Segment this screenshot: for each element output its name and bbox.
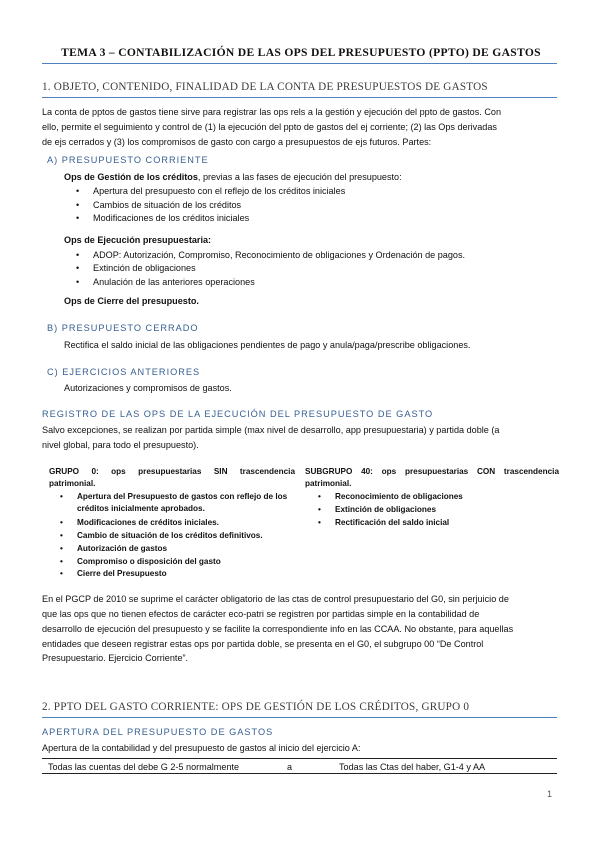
gestion-rest: , previas a las fases de ejecución del presupuesto: — [197, 172, 402, 182]
intro-line-2: ello, permite el seguimiento y control de (1) la ejecución del ppto de gastos del ej corriente; (2) las Ops derivadas — [42, 122, 497, 132]
bullet-icon: • — [76, 250, 80, 260]
subgrupo40-item-text: Reconocimiento de obligaciones — [335, 492, 463, 501]
gestion-label: Ops de Gestión de los créditos — [64, 172, 198, 182]
subgrupo40-heading-line: patrimonial. — [305, 478, 352, 488]
bullet-icon: • — [60, 557, 63, 566]
list-item-text: Cambios de situación de los créditos — [93, 200, 242, 210]
list-item-text: Modificaciones de los créditos iniciales — [93, 213, 250, 223]
subsection-b-heading: B) PRESUPUESTO CERRADO — [47, 323, 199, 333]
section-2-heading: 2. PPTO DEL GASTO CORRIENTE: OPS DE GESTIÓN DE LOS CRÉDITOS, GRUPO 0 — [42, 701, 470, 713]
intro-line-3: de ejs cerrados y (3) los compromisos de gasto con cargo a presupuestos de ejs futuros. Partes: — [42, 137, 432, 147]
subsection-c-heading: C) EJERCICIOS ANTERIORES — [47, 367, 201, 377]
bullet-icon: • — [60, 569, 63, 578]
section-2-divider — [42, 717, 557, 718]
pgcp-line-2: que las ops que no tienen efectos de carácter eco-patri se registren por partidas simple en la contabilidad de — [42, 609, 480, 619]
bullet-icon: • — [60, 544, 63, 553]
bullet-icon: • — [60, 531, 63, 540]
list-item-text: ADOP: Autorización, Compromiso, Reconocimiento de obligaciones y Ordenación de pagos. — [93, 250, 466, 260]
page-number: 1 — [547, 789, 553, 799]
grupo0-item-text: Compromiso o disposición del gasto — [77, 557, 221, 566]
list-item-text: Apertura del presupuesto con el reflejo de los créditos iniciales — [93, 186, 346, 196]
entry-separator: a — [287, 762, 293, 772]
bullet-icon: • — [60, 492, 63, 501]
pgcp-line-3: desarrollo de ejecución del presupuesto y se facilite la correspondiente info en las CCAA. No obstante, para aquellas — [42, 624, 514, 634]
list-item-text: Anulación de las anteriores operaciones — [93, 277, 255, 287]
bullet-icon: • — [76, 263, 80, 273]
bullet-icon: • — [76, 200, 80, 210]
bullet-icon: • — [76, 186, 80, 196]
grupo0-heading-line: GRUPO 0: ops presupuestarias SIN trascendencia — [49, 467, 295, 476]
grupo0-item-text: créditos inicialmente aprobados. — [77, 504, 205, 513]
pgcp-line-1: En el PGCP de 2010 se suprime el carácter obligatorio de las ctas de control presupuestario del G0, sin perjuicio de — [42, 594, 509, 604]
registro-line-2: nivel global, para todo el presupuesto). — [42, 440, 199, 450]
title-divider — [42, 63, 557, 64]
apertura-heading: APERTURA DEL PRESUPUESTO DE GASTOS — [42, 727, 274, 737]
entry-top-rule — [42, 758, 557, 759]
grupo0-heading — [49, 466, 295, 489]
bullet-icon: • — [318, 492, 321, 501]
grupo0-heading-line: patrimonial. — [49, 478, 96, 488]
list-item-text: Extinción de obligaciones — [93, 263, 196, 273]
grupo0-item-text: Autorización de gastos — [77, 544, 168, 553]
subsection-a-heading: A) PRESUPUESTO CORRIENTE — [47, 155, 209, 165]
grupo0-item-text: Cambio de situación de los créditos definitivos. — [77, 531, 263, 540]
section-1-divider — [42, 97, 557, 98]
intro-line-1: La conta de pptos de gastos tiene sirve para registrar las ops rels a la gestión y ejecución del ppto de gastos. Con — [42, 107, 502, 117]
apertura-text: Apertura de la contabilidad y del presupuesto de gastos al inicio del ejercicio A: — [42, 743, 361, 753]
bullet-icon: • — [60, 518, 63, 527]
ejecucion-label: Ops de Ejecución presupuestaria: — [64, 235, 212, 245]
grupo0-item-text: Cierre del Presupuesto — [77, 569, 167, 578]
bullet-icon: • — [76, 277, 80, 287]
pgcp-line-4: entidades que deseen registrar estas ops por partida doble, se presenta en el G0, el subgrupo 00 “De Control — [42, 639, 484, 649]
section-1-heading: 1. OBJETO, CONTENIDO, FINALIDAD DE LA CONTA DE PRESUPUESTOS DE GASTOS — [42, 81, 488, 93]
subsection-c-text: Autorizaciones y compromisos de gastos. — [64, 383, 232, 393]
entry-bottom-rule — [42, 773, 557, 774]
subgrupo40-item-text: Rectificación del saldo inicial — [335, 518, 450, 527]
subgrupo40-heading — [305, 466, 559, 489]
gestion-paragraph — [64, 172, 402, 182]
subgrupo40-item-text: Extinción de obligaciones — [335, 505, 436, 514]
bullet-icon: • — [318, 518, 321, 527]
bullet-icon: • — [318, 505, 321, 514]
registro-line-1: Salvo excepciones, se realizan por partida simple (max nivel de desarrollo, app presupuestaria) y partida doble (a — [42, 425, 500, 435]
pgcp-line-5: Presupuestario. Ejercicio Corriente”. — [42, 653, 189, 663]
subsection-b-text: Rectifica el saldo inicial de las obligaciones pendientes de pago y anula/paga/prescribe obligaciones. — [64, 340, 471, 350]
entry-credit: Todas las Ctas del haber, G1-4 y AA — [339, 762, 486, 772]
cierre-label: Ops de Cierre del presupuesto. — [64, 296, 199, 306]
entry-debit: Todas las cuentas del debe G 2-5 normalmente — [48, 762, 240, 772]
grupo0-item-text: Apertura del Presupuesto de gastos con reflejo de los — [77, 492, 288, 501]
grupo0-item-text: Modificaciones de créditos iniciales. — [77, 518, 219, 527]
bullet-icon: • — [76, 213, 80, 223]
registro-heading: REGISTRO DE LAS OPS DE LA EJECUCIÓN DEL PRESUPUESTO DE GASTO — [42, 409, 434, 419]
subgrupo40-heading-line: SUBGRUPO 40: ops presupuestarias CON trascendencia — [305, 467, 559, 476]
page-title: TEMA 3 – CONTABILIZACIÓN DE LAS OPS DEL PRESUPUESTO (PPTO) DE GASTOS — [61, 46, 541, 59]
